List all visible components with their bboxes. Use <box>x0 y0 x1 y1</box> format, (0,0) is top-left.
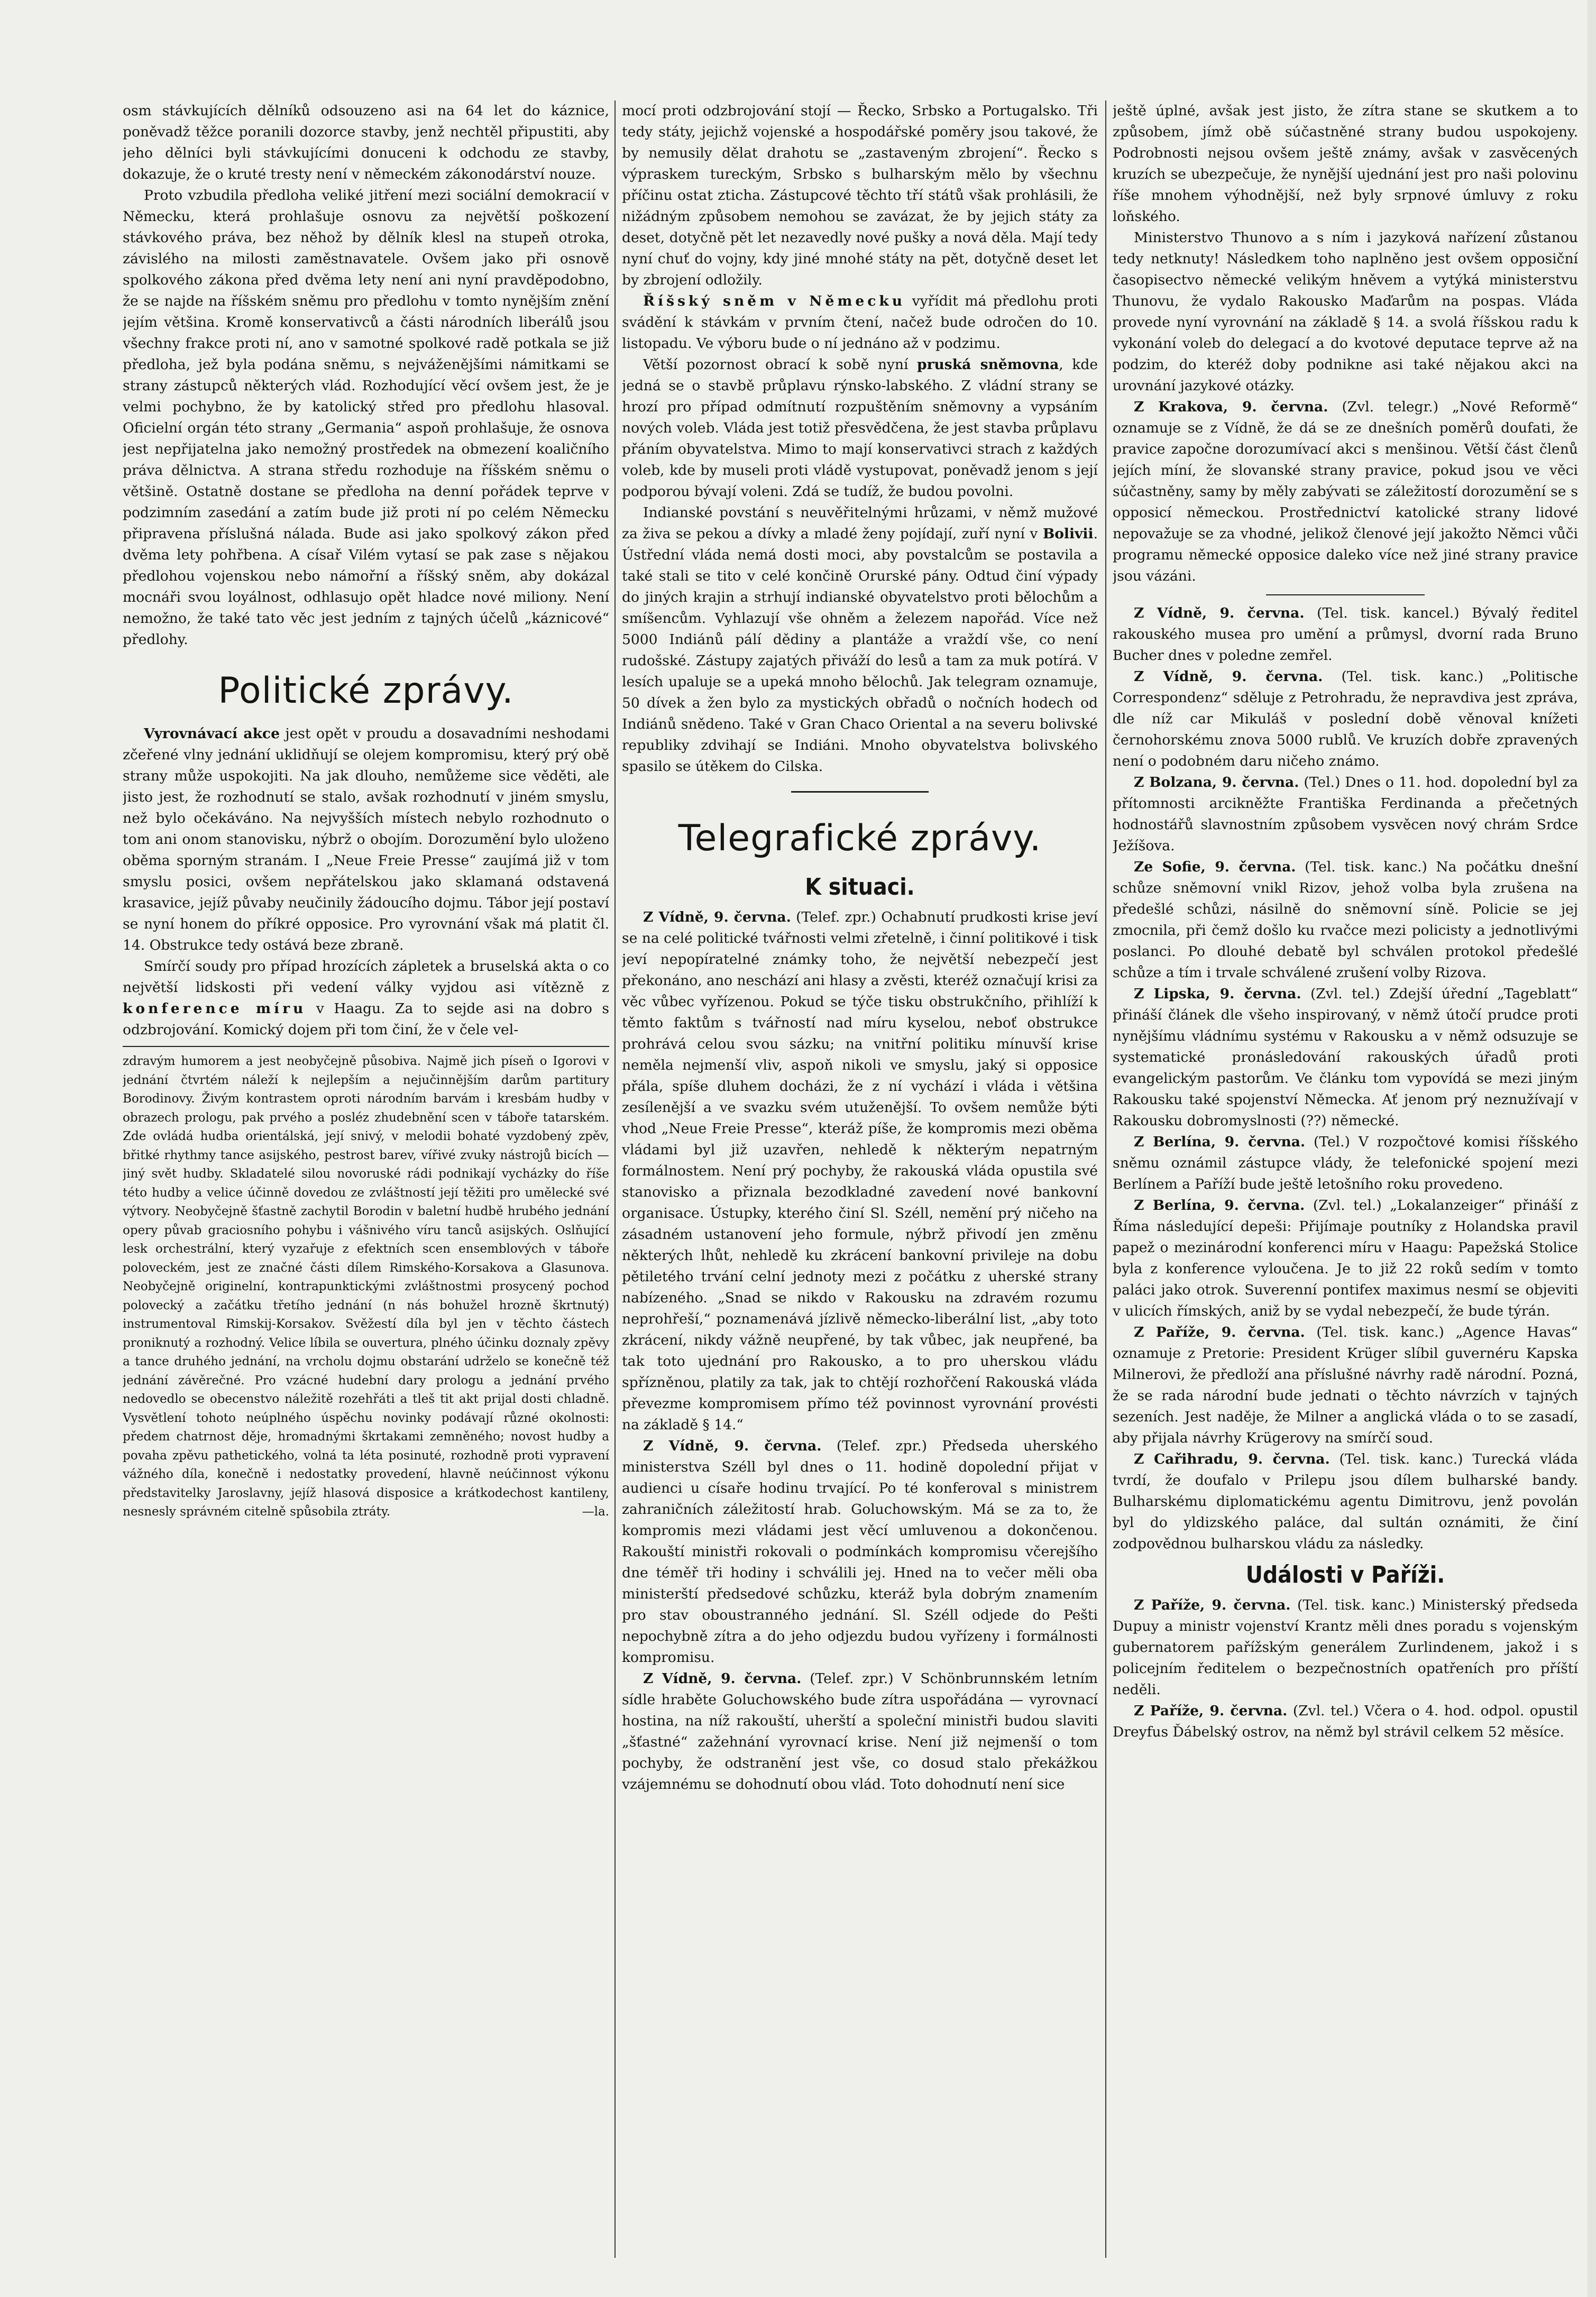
telegram-body: (Tel. tisk. kanc.) „Politische Correspondenz“ sděluje z Petrohradu, že nepravdiva jest zpráva, dle níž car Mikuláš v poslední době věnoval knížeti černohorskému znova 5000 rublů. Ve kruzích dobře zpravených není o podobném daru ničeho známo. <box>1113 668 1578 769</box>
paragraph-konference-miru <box>123 956 609 1041</box>
lead-text: Říšský sněm v Německu <box>643 293 906 309</box>
telegram <box>1113 1595 1578 1701</box>
feuilleton-body: zdravým humorem a jest neobyčejně působiva. Najmě jich píseň o Igorovi v jednání čtvrtém náleží k nejlepším a nejučinnějším darům partitury Borodinovy. Živým kontrastem oproti národním barvám i kresbám hudby v obrazech prologu, pak prvého a posléz zhudebnění scen v táboře tatarském. Zde ovládá hudba orientálská, její snivý, v melodii bohaté vyzdobený zpěv, břitké rhythmy tance asijského, pestrost barev, vířivé zvuky nástrojů bicích — jiný svět hudby. Skladatelé silou novoruské rádi podnikají vycházky do říše této hudby a velice účinně dovedou ze zvláštností její těžiti pro umělecké své výtvory. Neobyčejně šťastně zachytil Borodin v baletní hudbě hrubého jednání opery půvab graciosního pohybu i vášnivého víru tanců asijských. Oslňující lesk orchestrální, který vyzařuje z efektních scen ensemblových v táboře poloveckém, jest ze značné části dílem Rimského-Korsakova a Glasunova. Neobyčejně originelní, kontrapunktickými zvláštnostmi prosycený pochod polovecký a začátku třetího jednání (n nás bohužel hrozně škrtnutý) instrumentoval Rimskij-Korsakov. Svěžestí díla byl jen v těchto částech proniknutý a rozhodný. Velice líbila se ouvertura, plného účinku doznaly zpěvy a tance druhého jednání, na vrcholu dojmu obstarání udrželo se konečně též jednání závěrečné. Pro vzácné hudební dary prologu a jednání prvého nedovedlo se obecenstvo náležitě rozehřáti a tleš tit akt prijal dosti chladně. Vysvětlení tohoto neúplného úspěchu novinky podávají různé okolnosti: předem chatrnost děje, hromadnými škrtakami zemněného; novost hudby a povaha zpěvu pathetického, volná ta léta posinuté, rozhodně proti vypravení vážného díla, konečně i nedostatky provedení, hlavně neúčinnost výkonu představitelky Jaroslavny, jejíž hlasová disposice a krátkodechost kantileny, nesnesly správném citelně spůsobila ztráty. <box>123 1054 609 1519</box>
emphasis-text: pruská sněmovna <box>917 356 1059 373</box>
paragraph-body: vyřídit má předlohu proti svádění k stávkám v prvním čtení, načež bude odročen do 10. listopadu. Ve výboru bude o ní jednáno až v podzimu. <box>622 293 1098 352</box>
section-subtitle-k-situaci: K situaci. <box>805 874 915 901</box>
paragraph-pruska-snemovna <box>622 354 1098 502</box>
telegram <box>1113 857 1578 984</box>
feuilleton-rule <box>123 1046 609 1047</box>
paragraph: osm stávkujících dělníků odsouzeno asi na 64 let do káznice, poněvadž těžce poranili dozorce stavby, jenž nechtěl připustiti, aby jeho dělníci byli stávkujícími donuceni k odchodu ze stavby, dokazuje, že o kruté tresty není v německém zákonodárství nouze. <box>123 103 609 182</box>
telegram-body: (Tel. tisk. kanc.) Na počátku dnešní schůze sněmovní vnikl Rizov, jehož volba byla zrušena na předešlé schůzi, násilně do sněmovní síně. Policie se jej zmocnila, při čemž došlo ku rvačce mezi policisty a jednotlivými poslanci. Po dlouhé debatě byl schválen protokol předešlé schůze a tím i trvale schválené zrušení volby Rizova. <box>1113 859 1578 981</box>
telegram-body: (Telef. zpr.) V Schönbrunnském letním sídle hraběte Goluchowského bude zítra uspořádána — vyrovnací hostina, na níž rakouští, uherští a společní ministři budou slaviti „šťastné“ zažehnání vyrovnací krise. Není již nejmenší o tom pochyby, že odstranění jest vše, co dosud stalo překážkou vzájemnému se dohodnutí obou vlád. Toto dohodnutí není sice <box>622 1670 1098 1793</box>
paragraph-body: , kde jedná se o stavbě průplavu rýnsko-labského. Z vládní strany se hrozí pro případ odmítnutí rozpuštěním sněmovny a vypsáním nových voleb. Vláda jest totiž přesvědčena, že jest stavba průplavu přáním obyvatelstva. Mimo to mají konservativci strach z každých voleb, kde by museli proti vládě vystupovat, poněvadž jenom s její podporou bývají voleni. Zdá se tudíž, že budou povolni. <box>622 356 1098 500</box>
column-left <box>123 100 609 2258</box>
paragraph-bolivie <box>622 502 1098 777</box>
paragraph: ještě úplné, avšak jest jisto, že zítra stane se skutkem a to způsobem, jímž obě súčastněné strany budou uspokojeny. Podrobnosti nejsou ovšem ještě známy, avšak v zasvěcených kruzích se ubezpečuje, že nynější ujednání jest pro naši polovinu říše mnohem výhodnější, než byly srpnové úmluvy z roku loňského. <box>1113 103 1578 225</box>
telegram <box>1113 1132 1578 1195</box>
dateline: Z Berlína, 9. června. <box>1134 1134 1306 1150</box>
paragraph-risky-snem <box>622 291 1098 354</box>
dateline: Z Vídně, 9. června. <box>1134 605 1305 621</box>
telegram <box>1113 1322 1578 1449</box>
paragraph-body: Větší pozornost obrací k sobě nyní <box>643 356 918 373</box>
telegram <box>622 1436 1098 1668</box>
telegram-body: (Tel.) Dnes o 11. hod. dopolední byl za přítomnosti arcikněžte Františka Ferdinanda a přečetných hodnostářů slavnostním způsobem vysvěcen nový chrám Srdce Ježíšova. <box>1113 774 1578 854</box>
telegram-body: (Tel. tisk. kanc.) Turecká vláda tvrdí, že doufalo v Prilepu jsou dílem bulharské bandy. Bulharskému diplomatickému agentu Dimitrovu, jenž povolán byl do yldizského paláce, dal sultán oznámiti, že činí zodpovědnou bulharskou vládu za následky. <box>1113 1451 1578 1552</box>
dateline: Z Vídně, 9. června. <box>643 909 791 925</box>
dateline: Z Lipska, 9. června. <box>1134 986 1301 1002</box>
telegram <box>622 907 1098 1436</box>
telegram-body: (Zvl. telegr.) „Nové Reformě“ oznamuje se z Vídně, že dá se ze dnešních poměrů doufati, že pravice započne dorozumívací akci s menšinou. Větší část členů jejích míní, že slovanské strany pravice, pokud jsou ve věci súčastněny, samy by měly zabývati se záležitostí dorozumění se s opposicí německou. Prostřednictví katolické strany lidové nepovažuje se za vhodné, jelikož členové její jakožto Němci vůči programu německé opposice daleko více než jiné strany pravice jsou vázáni. <box>1113 399 1578 584</box>
dateline: Z Paříže, 9. června. <box>1134 1703 1288 1719</box>
dateline: Z Paříže, 9. června. <box>1134 1597 1291 1613</box>
emphasis-text: konference míru <box>123 1000 307 1017</box>
dateline: Z Vídně, 9. června. <box>643 1438 822 1454</box>
lead-text: Vyrovnávací akce <box>144 725 280 742</box>
telegram-body: (Telef. zpr.) Ochabnutí prudkosti krise jeví se na celé politické tvářnosti velmi zřetelně, i činní politikové i tisk jeví nepopíratelné známky toho, že největší nebezpečí jest překonáno, ano neschází ani hlasy a zvěsti, kteréž označují krisi za věc vůbec vyřízenou. Pokud se týče tisku obstrukčního, přihlíží k těmto faktům s tvářností nad míru kyselou, neboť obstrukce prohrává celou svou sázku; na vnitřní politiku mínuvší krise neměla nejmenší vliv, aspoň nikoli ve smyslu, jaký si opposice přála, spíše dluhem docházi, že z ní vychází i vláda i většina zesílenější a ve svazku svém utuženější. To ovšem nemůže býti vhod „Neue Freie Presse“, kteráž píše, že kompromis mezi oběma vládami byl již uzavřen, nehledě k některým nepatrným formálnostem. Není prý pochyby, že rakouská vláda opustila své stanovisko a přiznala bezodkladné zavedení nové bankovní organisace. Ústupky, kterého činí Sl. Széll, nemění prý ničeho na zásadném ustanovení jeho formule, nýbrž přivodí jen změnu některých lhůt, nehledě ku zkrácení bankovní privileje na dobu pětiletého trvání celní jednoty mezi z počátku z uherské strany nabízeného. „Snad se nikdo v Rakousku na zdravém rozumu neprohřeší,“ poznamenává jízlivě německo-liberální list, „aby toto zkrácení, nikdy vážně neupřené, by tak vůbec, jak neupřené, ba tak toto ujednání pro Rakousko, a to pro uherskou vládu spřízněnou, platily za tak, jak to chtějí rozhořčení Rakouská vláda převezme kompromisem přímo též povinnost vyrovnání provésti na základě § 14.“ <box>622 909 1098 1433</box>
dateline: Z Vídně, 9. června. <box>1134 668 1323 685</box>
paragraph: Ministerstvo Thunovo a s ním i jazyková nařízení zůstanou tedy netknuty! Následkem toho naplněno jest ovšem opposiční časopisectvo německé velikým hněvem a vytýká ministerstvu Thunovu, že vydalo Rakousko Maďarům na pospas. Vláda provede nyní vyrovnání na základě § 14. a svolá říšskou radu k vykonání voleb do delegací a do kvotové deputace teprve až na podzim, do kteréž doby podnikne asi také nějakou akci na urovnání jazykové otázky. <box>1113 229 1578 394</box>
telegram-body: (Tel. tisk. kanc.) „Agence Havas“ oznamuje z Pretorie: President Krüger slíbil guvernéru Kapska Milnerovi, že předloží ana příslušné návrhy radě národní. Pozná, že se rada národní bude jednati o těchto návrzích v tajných sezeních. Jest naděje, že Milner a anglická vláda o to se zasadí, aby přijala návrhy Krügerovy na smírčí soud. <box>1113 1324 1578 1446</box>
telegram <box>1113 984 1578 1132</box>
section-divider <box>791 791 929 793</box>
telegram <box>622 1668 1098 1795</box>
paragraph-body: jest opět v proudu a dosavadními neshodami zčeřené vlny jednání uklidňují se olejem kompromisu, který prý obě strany může uspokojiti. Na jak dlouho, nemůžeme sice věděti, ale jisto jest, že rozhodnutí se stalo, avšak rozhodnutí v jiném smyslu, než bylo očekáváno. Na nejvyšších místech nebylo rozhodnuto o tom ani onom stanovisku, nýbrž o obojím. Dorozumění bylo uloženo oběma sporným stranám. I „Neue Freie Presse“ zaujímá již v tom smyslu posici, ovšem nepřátelskou jako sklamaná odstavená krasavice, jejíž půvaby neučinily žádoucího dojmu. Tábor její postaví se nyní honem do příkré opposice. Pro vyrovnání však má platit čl. 14. Obstrukce tedy ostává beze zbraně. <box>123 725 609 953</box>
telegram-body: (Tel. tisk. kancel.) Bývalý ředitel rakouského musea pro umění a průmysl, dvorní rada Bruno Bucher dnes v poledne zemřel. <box>1113 605 1578 664</box>
dateline: Z Krakova, 9. června. <box>1134 399 1328 415</box>
emphasis-text: Bolivii <box>1042 526 1094 542</box>
column-middle <box>622 100 1098 2258</box>
telegram <box>1113 1449 1578 1555</box>
dateline: Z Bolzana, 9. června. <box>1134 774 1299 791</box>
section-subtitle-udalosti-v-parizi: Události v Paříži. <box>1245 1561 1445 1588</box>
page-edge <box>1588 0 1596 2297</box>
paragraph: mocí proti odzbrojování stojí — Řecko, Srbsko a Portugalsko. Tři tedy státy, jejichž vojenské a hospodářské poměry jsou takové, že by nemusily dělat drahotu se „zastaveným zbrojení“. Řecko s výpraskem tureckým, Srbsko s bulharským mělo by všechnu příčinu ostat zticha. Zástupcové těchto tří států však prohlásili, že nižádným způsobem nemohou se zavázat, že by jejich státy za deset, dotyčně pět let nezavedly nové pušky a nová děla. Mají tedy nyní chuť do vojny, kdy jiné mnohé státy na pět, dotyčně deset let by zbrojení odložily. <box>622 103 1098 288</box>
telegram <box>1113 603 1578 666</box>
column-rule-1 <box>614 100 616 2258</box>
telegram <box>1113 397 1578 587</box>
telegram-divider <box>1266 594 1425 595</box>
paragraph-body: Indianské povstání s neuvěřitelnými hrůzami, v němž mužové za živa se pekou a dívky a mladé ženy pojídají, zuří nyní v <box>622 504 1098 542</box>
telegram-body: (Zvl. tel.) Zdejší úřední „Tageblatt“ přináší článek dle všeho inspirovaný, v němž útočí prudce proti nynějšímu vládnímu systému v Rakousku a v němž odsuzuje se systematické pronásledování rakouských úřadů proti evangelickým pastorům. Ve článku tom vypovídá se mezi jiným Rakousku také spojenství Německa. Ať jenom prý neznužívají v Rakousku dobromyslnosti (??) německé. <box>1113 986 1578 1129</box>
dateline: Z Berlína, 9. června. <box>1134 1197 1305 1214</box>
telegram-body: (Zvl. tel.) Včera o 4. hod. odpol. opustil Dreyfus Ďábelský ostrov, na němž byl strávil celkem 52 měsíce. <box>1113 1703 1578 1740</box>
telegram <box>1113 1701 1578 1743</box>
telegram-body: (Zvl. tel.) „Lokalanzeiger“ přináší z Říma následující depeši: Přijímaje poutníky z Holandska pravil papež o mezinárodní konferenci míru v Haagu: Papežská Stolice byla z konference vyloučena. Je to již 22 roků sedím v tomto paláci jako otrok. Suverenní pontifex maximus nesmí se objeviti v ulicích římských, aniž by se vydal nebezpečí, že bude týrán. <box>1113 1197 1578 1319</box>
paragraph: Proto vzbudila předloha veliké jitření mezi sociální demokracií v Německu, která prohlašuje osnovu za největší poškození stávkového práva, bez něhož by dělník klesl na stupeň otroka, závislého na milosti zaměstnavatele. Ovšem jako při osnově spolkového zákona před dvěma lety není ani nyní pravděpodobno, že se najde na říšském sněmu pro předlohu v tomto nynějším znění jejím většina. Kromě konservativců a části národních liberálů jsou všechny frakce proti ní, ano v samotné spolkové radě potkala se již předloha, jež byla podána sněmu, s nejváženějšími námitkami se strany zástupců některých vlád. Rozhodující věcí ovšem jest, že je velmi pochybno, že by katolický střed pro předlohu hlasoval. Oficielní orgán této strany „Germania“ aspoň prohlašuje, že osnova jest nepřijatelna jako nemožný prostředek na obmezení koaličního práva dělnictva. A strana středu rozhoduje na říšském sněmu o většině. Ostatně dostane se předloha na denní pořádek teprve v podzimním zasedání a zatím bude již proti ní po celém Německu připravena příslušná nálada. Bude asi jako spolkový zákon před dvěma lety pohřbena. A císař Vilém vytasí se pak zase s nějakou předlohou vojenskou nebo námořní a říšský sněm, aby dokázal mocnáři svou loyálnost, odhlasujo opět hladce nové miliony. Není nemožno, že také tato věc jest jedním z tajných účelů „káznicové“ předlohy. <box>123 187 609 648</box>
section-title-telegraficke-zpravy: Telegrafické zprávy. <box>678 817 1042 859</box>
section-title-politicke-zpravy: Politické zprávy. <box>218 670 514 712</box>
feuilleton-text <box>123 1052 609 1522</box>
column-rule-2 <box>1105 100 1106 2258</box>
dateline: Z Vídně, 9. června. <box>643 1670 802 1687</box>
paragraph-body: Smírčí soudy pro případ hrozících zápletek a bruselská akta o co největší lidskosti při vedení války vyjdou asi vítězně z <box>123 958 609 996</box>
dateline: Ze Sofie, 9. června. <box>1134 859 1296 875</box>
telegram <box>1113 666 1578 772</box>
telegram-body: (Tel. tisk. kanc.) Ministerský předseda Dupuy a ministr vojenství Krantz měli dnes poradu s vojenským gubernatorem pařížským generálem Zurlindenem, jakož i s policejním ředitelem o bezpečnostních opatřeních pro příští neděli. <box>1113 1597 1578 1698</box>
telegram <box>1113 1195 1578 1322</box>
telegram <box>1113 772 1578 857</box>
telegram-body: (Tel.) V rozpočtové komisi říšského sněmu oznámil zástupce vlády, že telefonické spojení mezi Berlínem a Paříží bude ještě letošního roku provedeno. <box>1113 1134 1578 1192</box>
paragraph-vyrovnavaci-akce <box>123 723 609 956</box>
dateline: Z Cařihradu, 9. června. <box>1134 1451 1330 1467</box>
paragraph-body: . Ústřední vláda nemá dosti moci, aby povstalcům se postavila a také stali se tito v celé končině Orurské pány. Odtud činí výpady do jiných krajin a strhují indianské obyvatelstvo proti bělochům a smíšencům. Vyhlazují vše ohněm a železem napořád. Více než 5000 Indiánů pálí dědiny a plantáže a vraždí vše, co není rudošské. Zástupy zajatých přiváží do lesů a tam za muk potírá. V lesích upaluje se a upeká mnoho bělochů. Jak telegram oznamuje, 50 dívek a žen bylo za mystických obřadů o nočních hodech od Indiánů snědeno. Také v Gran Chaco Oriental a na severu bolivské republiky zdvihají se Indiáni. Mnoho obyvatelstva bolivského spasilo se útěkem do Cilska. <box>622 526 1098 775</box>
column-right <box>1113 100 1578 2258</box>
telegram-body: (Telef. zpr.) Předseda uherského ministerstva Széll byl dnes o 11. hodině dopolední přijat v audienci u císaře hodinu trvající. Po té konferoval s ministrem zahraničních záležitostí hrab. Goluchowským. Má se za to, že kompromis mezi vládami jest věcí umluvenou a dokončenou. Rakouští ministři rokovali o podmínkách kompromisu včerejšího dne téměř tři hodiny i schválili jej. Hned na to večer měli oba ministerští předsedové schůzku, kteráž byla dobrým znamením pro stav oboustranného jednání. Sl. Széll odjede do Pešti nepochybně zítra a do jeho odjezdu budou vyřízeny i formálnosti kompromisu. <box>622 1438 1098 1666</box>
dateline: Z Paříže, 9. června. <box>1134 1324 1305 1340</box>
paragraph-body: v Haagu. Za to sejde asi na dobro s odzbrojování. Komický dojem při tom činí, že v čele vel- <box>123 1000 609 1038</box>
signature: —la. <box>582 1505 609 1519</box>
